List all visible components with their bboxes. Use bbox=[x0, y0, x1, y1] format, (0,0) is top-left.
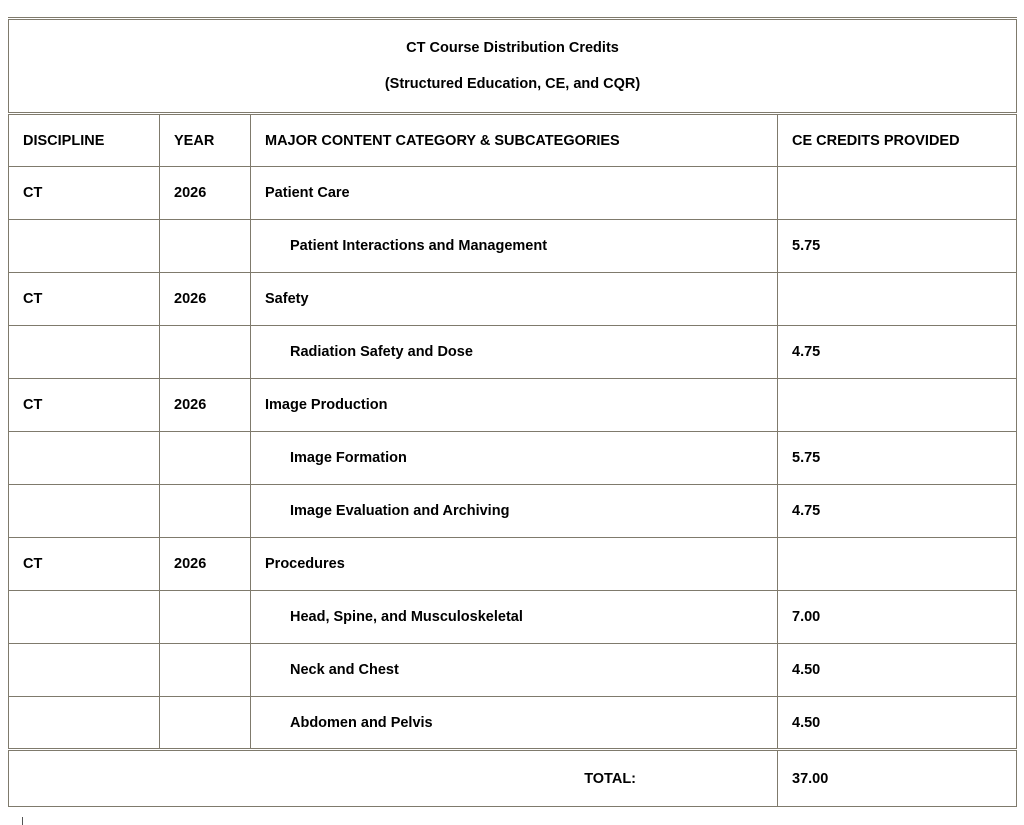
table-row bbox=[9, 326, 1017, 379]
year-cell: 2026 bbox=[160, 167, 251, 220]
table-row bbox=[9, 432, 1017, 485]
title-cell bbox=[9, 19, 1017, 114]
year-cell: 2026 bbox=[160, 379, 251, 432]
subcategory-cell: Image Formation bbox=[251, 432, 778, 485]
header-year: YEAR bbox=[160, 114, 251, 167]
discipline-cell bbox=[9, 432, 160, 485]
credits-cell bbox=[778, 379, 1017, 432]
total-value: 37.00 bbox=[778, 750, 1017, 807]
table-row bbox=[9, 220, 1017, 273]
year-cell: 2026 bbox=[160, 273, 251, 326]
subcategory-cell: Patient Interactions and Management bbox=[251, 220, 778, 273]
category-cell: Image Production bbox=[251, 379, 778, 432]
discipline-cell: CT bbox=[9, 273, 160, 326]
text-cursor bbox=[22, 817, 23, 825]
total-label: TOTAL: bbox=[9, 750, 778, 807]
credits-cell bbox=[778, 273, 1017, 326]
category-cell: Procedures bbox=[251, 538, 778, 591]
credits-cell: 4.50 bbox=[778, 697, 1017, 750]
discipline-cell bbox=[9, 697, 160, 750]
title-row bbox=[9, 19, 1017, 114]
discipline-cell: CT bbox=[9, 379, 160, 432]
discipline-cell bbox=[9, 220, 160, 273]
year-cell bbox=[160, 485, 251, 538]
header-credits: CE CREDITS PROVIDED bbox=[778, 114, 1017, 167]
discipline-cell: CT bbox=[9, 538, 160, 591]
discipline-cell bbox=[9, 485, 160, 538]
credits-table bbox=[8, 17, 1017, 807]
header-row bbox=[9, 114, 1017, 167]
table-row bbox=[9, 538, 1017, 591]
year-cell bbox=[160, 697, 251, 750]
credits-cell: 4.75 bbox=[778, 485, 1017, 538]
credits-document bbox=[8, 17, 1016, 807]
subcategory-cell: Image Evaluation and Archiving bbox=[251, 485, 778, 538]
subcategory-cell: Neck and Chest bbox=[251, 644, 778, 697]
credits-cell: 5.75 bbox=[778, 432, 1017, 485]
year-cell bbox=[160, 326, 251, 379]
document-subtitle: (Structured Education, CE, and CQR) bbox=[384, 76, 641, 92]
subcategory-cell: Head, Spine, and Musculoskeletal bbox=[251, 591, 778, 644]
subcategory-cell: Abdomen and Pelvis bbox=[251, 697, 778, 750]
year-cell bbox=[160, 644, 251, 697]
year-cell bbox=[160, 220, 251, 273]
discipline-cell bbox=[9, 644, 160, 697]
year-cell: 2026 bbox=[160, 538, 251, 591]
credits-cell bbox=[778, 538, 1017, 591]
header-category: MAJOR CONTENT CATEGORY & SUBCATEGORIES bbox=[251, 114, 778, 167]
table-row bbox=[9, 697, 1017, 750]
category-cell: Safety bbox=[251, 273, 778, 326]
table-row bbox=[9, 167, 1017, 220]
table-row bbox=[9, 379, 1017, 432]
year-cell bbox=[160, 432, 251, 485]
header-discipline: DISCIPLINE bbox=[9, 114, 160, 167]
total-row bbox=[9, 750, 1017, 807]
discipline-cell bbox=[9, 591, 160, 644]
discipline-cell bbox=[9, 326, 160, 379]
discipline-cell: CT bbox=[9, 167, 160, 220]
year-cell bbox=[160, 591, 251, 644]
table-row bbox=[9, 591, 1017, 644]
category-cell: Patient Care bbox=[251, 167, 778, 220]
credits-cell: 4.75 bbox=[778, 326, 1017, 379]
document-title: CT Course Distribution Credits bbox=[406, 40, 619, 56]
table-row bbox=[9, 273, 1017, 326]
credits-cell: 5.75 bbox=[778, 220, 1017, 273]
credits-cell: 4.50 bbox=[778, 644, 1017, 697]
credits-cell bbox=[778, 167, 1017, 220]
table-row bbox=[9, 485, 1017, 538]
credits-cell: 7.00 bbox=[778, 591, 1017, 644]
subcategory-cell: Radiation Safety and Dose bbox=[251, 326, 778, 379]
table-row bbox=[9, 644, 1017, 697]
